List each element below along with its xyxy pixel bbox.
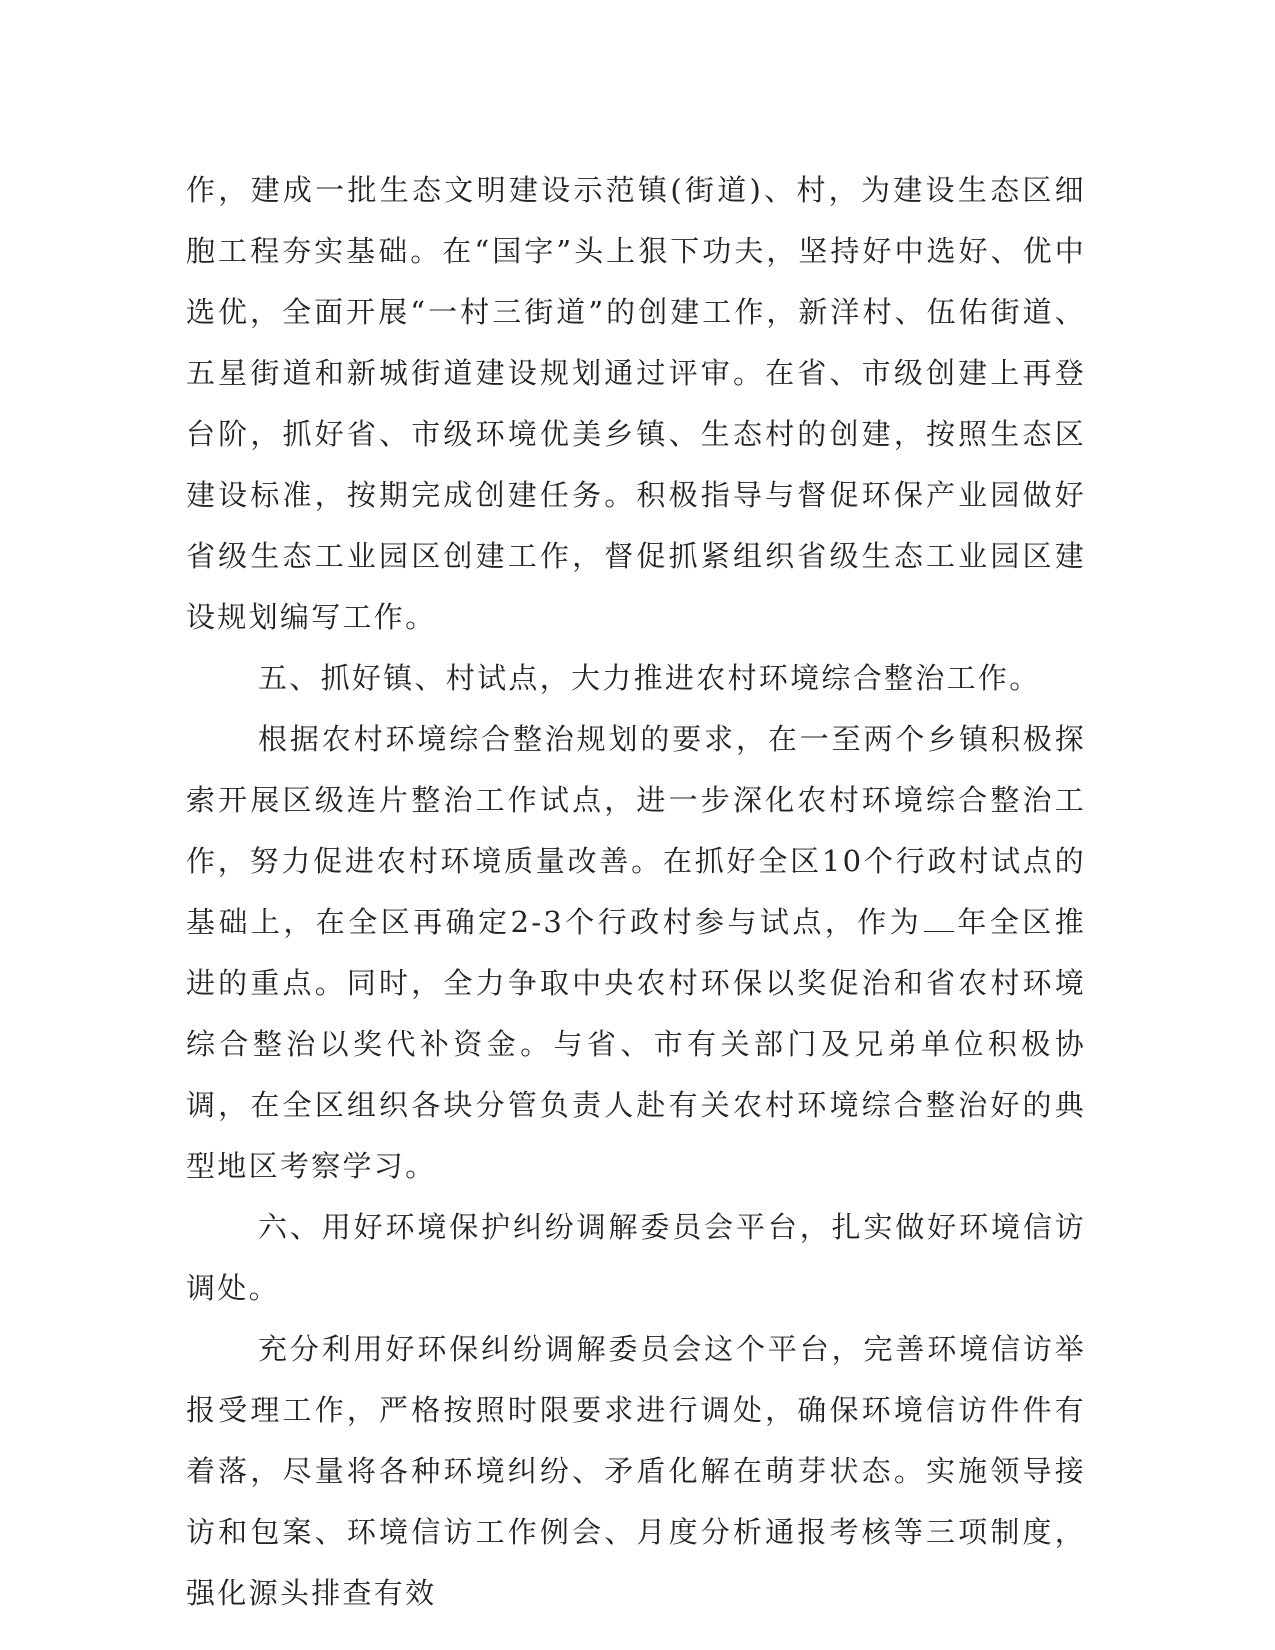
rural-pilot-text-part2: 年全区推进的重点。同时，全力争取中央农村环保以奖促治和省农村环境综合整治以奖代补资金。与省、市有关部门及兄弟单位积极协调，在全区组织各块分管负责人赴有关农村环境综合整治好的典型地区考察学习。 xyxy=(186,905,1087,1183)
document-body xyxy=(186,160,1086,1624)
paragraph-eco-demonstration: 作，建成一批生态文明建设示范镇(街道)、村，为建设生态区细胞工程夯实基础。在“国字”头上狠下功夫，坚持好中选好、优中选优，全面开展“一村三街道”的创建工作，新洋村、伍佑街道、五星街道和新城街道建设规划通过评审。在省、市级创建上再登台阶，抓好省、市级环境优美乡镇、生态村的创建，按照生态区建设标准，按期完成创建任务。积极指导与督促环保产业园做好省级生态工业园区创建工作，督促抓紧组织省级生态工业园区建设规划编写工作。 xyxy=(186,173,1086,634)
heading-section-six: 六、用好环境保护纠纷调解委员会平台，扎实做好环境信访调处。 xyxy=(186,1210,1086,1305)
heading-section-five: 五、抓好镇、村试点，大力推进农村环境综合整治工作。 xyxy=(258,661,1041,695)
year-blank xyxy=(924,930,954,932)
rural-pilot-text-part1: 根据农村环境综合整治规划的要求，在一至两个乡镇积极探索开展区级连片整治工作试点，进一步深化农村环境综合整治工作，努力促进农村环境质量改善。在抓好全区10个行政村试点的基础上，在全区再确定2-3个行政村参与试点，作为 xyxy=(186,722,1086,939)
paragraph-rural-pilot xyxy=(186,709,1086,1197)
paragraph-petition-handling: 充分利用好环保纠纷调解委员会这个平台，完善环境信访举报受理工作，严格按照时限要求进行调处，确保环境信访件件有着落，尽量将各种环境纠纷、矛盾化解在萌芽状态。实施领导接访和包案、环境信访工作例会、月度分析通报考核等三项制度，强化源头排查有效 xyxy=(186,1332,1086,1610)
